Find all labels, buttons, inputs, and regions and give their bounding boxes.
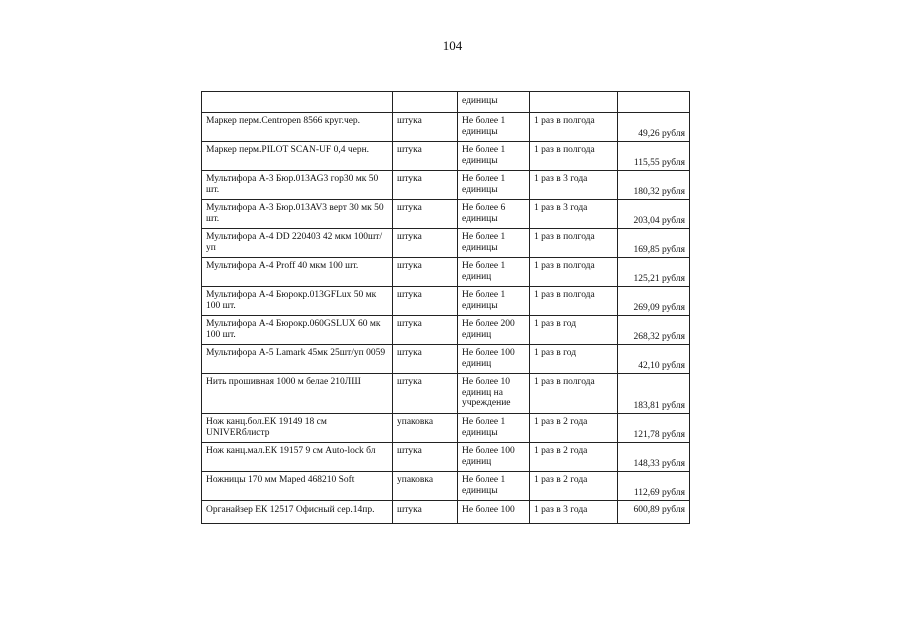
cell-unit: штука: [393, 443, 458, 472]
cell-frequency: 1 раз в полгода: [530, 229, 618, 258]
cell-frequency: 1 раз в полгода: [530, 142, 618, 171]
cell-price: 600,89 рубля: [618, 501, 690, 524]
table-row-continuation: [202, 92, 690, 113]
cell-name: Мультифора А-4 Proff 40 мкм 100 шт.: [202, 258, 393, 287]
table-row: [202, 113, 690, 142]
table-row: [202, 472, 690, 501]
cell-frequency: 1 раз в 2 года: [530, 443, 618, 472]
cell-frequency: 1 раз в год: [530, 345, 618, 374]
cell-name: Нить прошивная 1000 м белае 210ЛШ: [202, 374, 393, 414]
cell-qty: Не более 1 единицы: [458, 229, 530, 258]
cell-unit: упаковка: [393, 414, 458, 443]
cell-qty: Не более 1 единицы: [458, 472, 530, 501]
cell-name: Мультифора А-4 Бюрокр.060GSLUX 60 мк 100 шт.: [202, 316, 393, 345]
cell-price: 183,81 рубля: [618, 374, 690, 414]
cell-qty: Не более 1 единицы: [458, 414, 530, 443]
cell-qty: Не более 1 единиц: [458, 258, 530, 287]
table-row: [202, 142, 690, 171]
cell-unit: штука: [393, 142, 458, 171]
cell-price: [618, 92, 690, 113]
cell-qty: Не более 10 единиц на учреждение: [458, 374, 530, 414]
cell-name: Мультифора А-5 Lamark 45мк 25шт/уп 0059: [202, 345, 393, 374]
cell-frequency: 1 раз в полгода: [530, 374, 618, 414]
cell-unit: штука: [393, 200, 458, 229]
cell-frequency: 1 раз в 3 года: [530, 200, 618, 229]
cell-name: Органайзер ЕК 12517 Офисный сер.14пр.: [202, 501, 393, 524]
cell-frequency: 1 раз в 3 года: [530, 501, 618, 524]
cell-unit: штука: [393, 287, 458, 316]
cell-name: Маркер перм.PILOT SCAN-UF 0,4 черн.: [202, 142, 393, 171]
cell-name: Мультифора А-3 Бюр.013AG3 гор30 мк 50 шт.: [202, 171, 393, 200]
table-row: [202, 316, 690, 345]
cell-frequency: 1 раз в 2 года: [530, 472, 618, 501]
items-table: [201, 91, 690, 524]
cell-name: Мультифора А-4 Бюрокр.013GFLux 50 мк 100 шт.: [202, 287, 393, 316]
cell-qty: Не более 200 единиц: [458, 316, 530, 345]
table-row: [202, 374, 690, 414]
table-row: [202, 443, 690, 472]
cell-name: Нож канц.бол.ЕК 19149 18 см UNIVERблистр: [202, 414, 393, 443]
page-number: 104: [442, 38, 463, 53]
table-row: [202, 287, 690, 316]
cell-price: 203,04 рубля: [618, 200, 690, 229]
cell-unit: штука: [393, 374, 458, 414]
table-row: [202, 414, 690, 443]
cell-frequency: 1 раз в полгода: [530, 258, 618, 287]
cell-qty: Не более 6 единицы: [458, 200, 530, 229]
cell-unit: штука: [393, 229, 458, 258]
cell-unit: упаковка: [393, 472, 458, 501]
cell-qty: Не более 100 единиц: [458, 443, 530, 472]
cell-name: Ножницы 170 мм Maped 468210 Soft: [202, 472, 393, 501]
cell-price: 49,26 рубля: [618, 113, 690, 142]
table-row: [202, 258, 690, 287]
cell-price: 42,10 рубля: [618, 345, 690, 374]
cell-frequency: 1 раз в год: [530, 316, 618, 345]
table-row: [202, 501, 690, 524]
cell-price: 112,69 рубля: [618, 472, 690, 501]
cell-qty: Не более 1 единицы: [458, 142, 530, 171]
cell-frequency: 1 раз в 2 года: [530, 414, 618, 443]
cell-frequency: 1 раз в полгода: [530, 113, 618, 142]
cell-qty: Не более 1 единицы: [458, 113, 530, 142]
cell-qty: Не более 100: [458, 501, 530, 524]
cell-name: Мультифора А-3 Бюр.013AV3 верт 30 мк 50 шт.: [202, 200, 393, 229]
cell-price: 125,21 рубля: [618, 258, 690, 287]
cell-qty: Не более 1 единицы: [458, 171, 530, 200]
cell-qty: Не более 100 единиц: [458, 345, 530, 374]
cell-unit: штука: [393, 171, 458, 200]
cell-unit: штука: [393, 258, 458, 287]
cell-unit: [393, 92, 458, 113]
table-row: [202, 345, 690, 374]
cell-frequency: 1 раз в полгода: [530, 287, 618, 316]
cell-frequency: [530, 92, 618, 113]
cell-name: [202, 92, 393, 113]
cell-name: Маркер перм.Centropen 8566 круг.чер.: [202, 113, 393, 142]
cell-unit: штука: [393, 345, 458, 374]
cell-name: Мультифора А-4 DD 220403 42 мкм 100шт/уп: [202, 229, 393, 258]
cell-price: 269,09 рубля: [618, 287, 690, 316]
cell-unit: штука: [393, 316, 458, 345]
cell-price: 121,78 рубля: [618, 414, 690, 443]
cell-unit: штука: [393, 501, 458, 524]
cell-name: Нож канц.мал.ЕК 19157 9 см Auto-lock бл: [202, 443, 393, 472]
cell-price: 169,85 рубля: [618, 229, 690, 258]
cell-qty: единицы: [458, 92, 530, 113]
cell-price: 268,32 рубля: [618, 316, 690, 345]
items-table-body: [202, 92, 690, 524]
cell-unit: штука: [393, 113, 458, 142]
table-row: [202, 171, 690, 200]
table-row: [202, 229, 690, 258]
cell-price: 115,55 рубля: [618, 142, 690, 171]
cell-price: 148,33 рубля: [618, 443, 690, 472]
table-row: [202, 200, 690, 229]
cell-frequency: 1 раз в 3 года: [530, 171, 618, 200]
cell-qty: Не более 1 единицы: [458, 287, 530, 316]
cell-price: 180,32 рубля: [618, 171, 690, 200]
